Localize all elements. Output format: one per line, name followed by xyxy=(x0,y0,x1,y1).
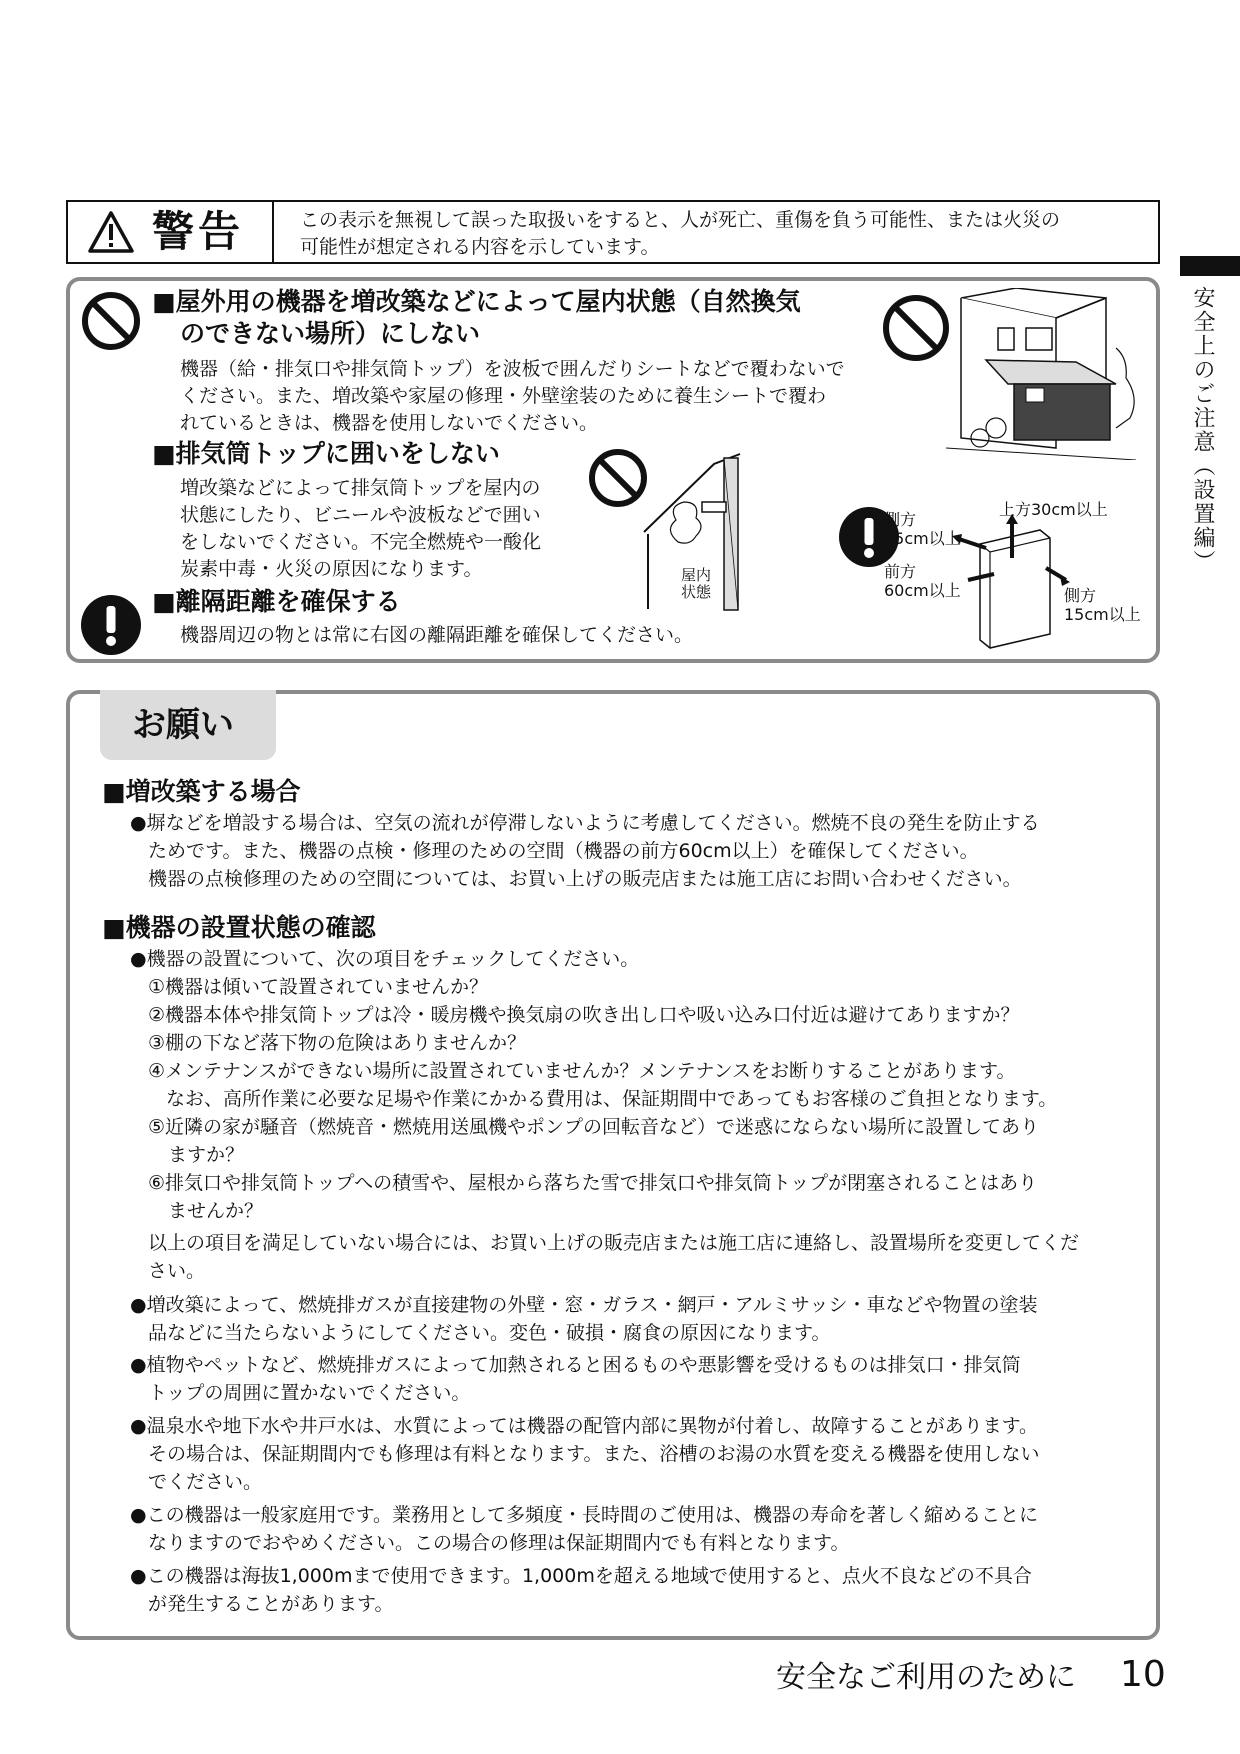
list-item: ⑥排気口や排気筒トップへの積雪や、屋根から落ちた雪で排気口や排気筒トップが閉塞されることはあり xyxy=(148,1172,1038,1194)
prohibition-icon xyxy=(80,290,142,352)
list-item: さい。 xyxy=(148,1260,206,1282)
list-item: 以上の項目を満足していない場合には、お買い上げの販売店または施工店に連絡し、設置場所を変更してくだ xyxy=(148,1232,1080,1254)
page-number: 10 xyxy=(1120,1654,1166,1695)
list-item: なりますのでおやめください。この場合の修理は保証期間内でも有料となります。 xyxy=(148,1532,850,1554)
list-item: ●この機器は海抜1,000mまで使用できます。1,000mを超える地域で使用すると、点火不良などの不具合 xyxy=(130,1565,1032,1587)
list-item: ●温泉水や地下水や井戸水は、水質によっては機器の配管内部に異物が付着し、故障することがあります。 xyxy=(130,1415,1039,1437)
flue-top-enclosure-illustration xyxy=(584,444,764,614)
list-item: 品などに当たらないようにしてください。変色・破損・腐食の原因になります。 xyxy=(148,1322,831,1344)
side-tab-label: 安全上のご注意（設置編） xyxy=(1190,286,1215,574)
list-item: ②機器本体や排気筒トップは冷・暖房機や換気扇の吹き出し口や吸い込み口付近は避けてありますか？ xyxy=(148,1004,1020,1026)
section-heading-installation-check: ■機器の設置状態の確認 xyxy=(102,913,376,942)
list-item: ●増改築によって、燃焼排ガスが直接建物の外壁・窓・ガラス・網戸・アルミサッシ・車などや物置の塗装 xyxy=(130,1294,1038,1316)
item1-heading-line2: のできない場所）にしない xyxy=(180,319,481,348)
list-item: ためです。また、機器の点検・修理のための空間（機器の前方60cm以上）を確保してください。 xyxy=(148,840,979,862)
footer-section-label: 安全なご利用のために xyxy=(776,1660,1076,1695)
item2-heading: ■排気筒トップに囲いをしない xyxy=(152,439,500,468)
side-tab-marker xyxy=(1180,256,1240,276)
list-item: ますか？ xyxy=(168,1144,245,1166)
list-item: トップの周囲に置かないでください。 xyxy=(148,1382,471,1404)
list-item: ①機器は傾いて設置されていませんか？ xyxy=(148,976,489,998)
list-item: ⑤近隣の家が騒音（燃焼音・燃焼用送風機やポンプの回転音など）で迷惑にならない場所に設置してあり xyxy=(148,1116,1040,1138)
warning-header xyxy=(66,200,1160,264)
list-item: ●機器の設置について、次の項目をチェックしてください。 xyxy=(130,948,640,970)
warning-description: この表示を無視して誤った取扱いをすると、人が死亡、重傷を負う可能性、または火災の 可能性が想定される内容を示しています。 xyxy=(300,209,1061,258)
item3-heading: ■離隔距離を確保する xyxy=(152,587,401,616)
list-item: が発生することがあります。 xyxy=(148,1593,394,1615)
clearance-side-right-label: 側方 15cm以上 xyxy=(1064,586,1141,624)
list-item: なお、高所作業に必要な足場や作業にかかる費用は、保証期間中であってもお客様のご負担となります。 xyxy=(166,1088,1058,1110)
clearance-top-label: 上方30cm以上 xyxy=(999,500,1108,519)
mandatory-icon xyxy=(80,594,142,656)
list-item: ●塀などを増設する場合は、空気の流れが停滞しないように考慮してください。燃焼不良の発生を防止する xyxy=(130,812,1040,834)
warning-title-cell xyxy=(68,202,274,262)
item1-heading-line1: ■屋外用の機器を増改築などによって屋内状態（自然換気 xyxy=(152,287,801,316)
clearance-side-left-label: 側方 15cm以上 xyxy=(884,510,961,548)
warning-title: 警告 xyxy=(152,207,245,256)
list-item: ●この機器は一般家庭用です。業務用として多頻度・長時間のご使用は、機器の寿命を著しく縮めることに xyxy=(130,1504,1039,1526)
list-item: ませんか？ xyxy=(168,1200,264,1222)
item1-body: 機器（給・排気口や排気筒トップ）を波板で囲んだりシートなどで覆わないで ください。また、増改築や家屋の修理・外壁塗装のために養生シートで覆わ れているときは、機器を使用しないでください。 xyxy=(180,358,845,434)
list-item: でください。 xyxy=(148,1471,263,1493)
list-item: ●植物やペットなど、燃焼排ガスによって加熱されると困るものや悪影響を受けるものは排気口・排気筒 xyxy=(130,1354,1021,1376)
list-item: その場合は、保証期間内でも修理は有料となります。また、浴槽のお湯の水質を変える機器を使用しない xyxy=(148,1443,1040,1465)
house-illustration xyxy=(876,288,1146,460)
request-title: お願い xyxy=(132,705,234,745)
list-item: ③棚の下など落下物の危険はありませんか？ xyxy=(148,1032,527,1054)
warning-triangle-icon xyxy=(88,210,134,254)
list-item: ④メンテナンスができない場所に設置されていませんか？メンテナンスをお断りすることがあります。 xyxy=(148,1060,1016,1082)
section-heading-renovation: ■増改築する場合 xyxy=(102,777,301,806)
indoor-state-label: 屋内 状態 xyxy=(681,566,712,601)
water-heater-clearance-diagram xyxy=(950,514,1070,654)
item2-body: 増改築などによって排気筒トップを屋内の 状態にしたり、ビニールや波板などで囲い をしないでください。不完全燃焼や一酸化 炭素中毒・火災の原因になります。 xyxy=(180,477,542,580)
clearance-front-label: 前方 60cm以上 xyxy=(884,562,961,600)
item3-body: 機器周辺の物とは常に右図の離隔距離を確保してください。 xyxy=(180,624,694,646)
list-item: 機器の点検修理のための空間については、お買い上げの販売店または施工店にお問い合わせください。 xyxy=(148,868,1022,890)
